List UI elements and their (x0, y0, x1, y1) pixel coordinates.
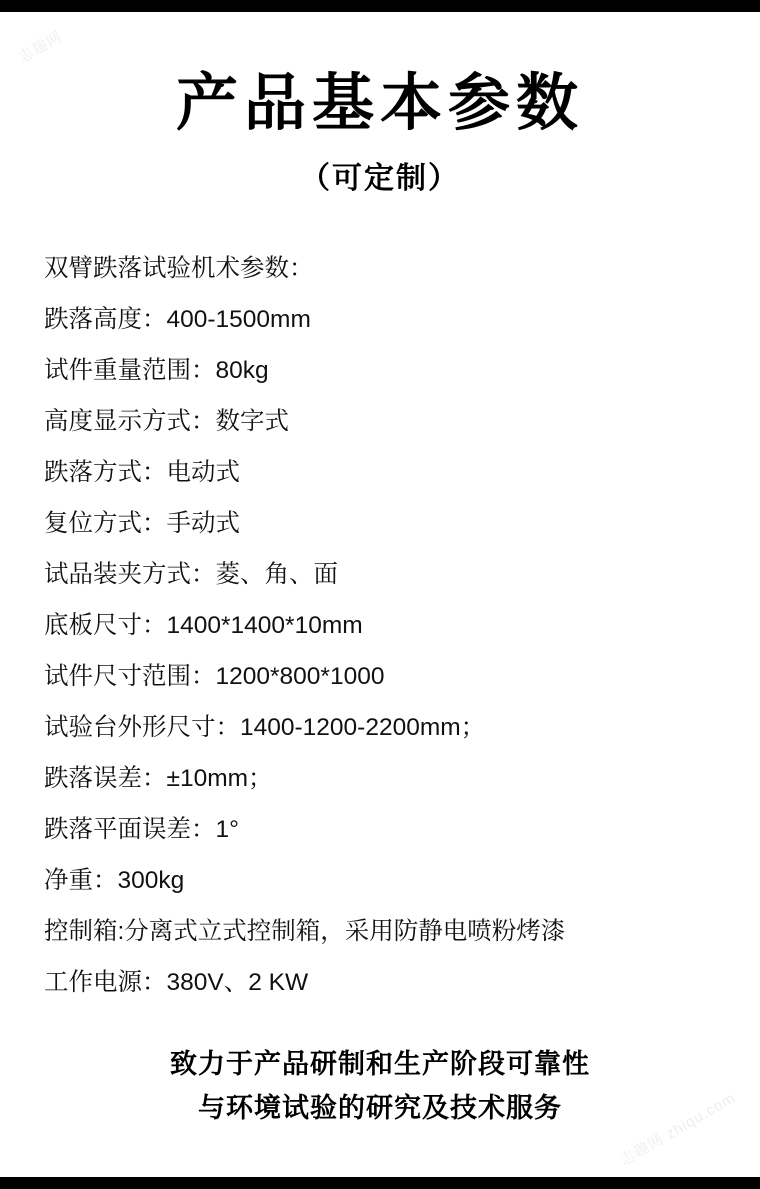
page-subtitle: （可定制） (300, 162, 460, 196)
list-item: 控制箱:分离式立式控制箱，采用防静电喷粉烤漆 (44, 918, 566, 946)
list-item: 工作电源：380V、2 KW (44, 969, 309, 997)
footer-slogan (0, 1008, 760, 1130)
top-black-bar (0, 0, 760, 12)
list-item: 试验台外形尺寸：1400-1200-2200mm； (44, 714, 486, 742)
list-item: 底板尺寸：1400*1400*10mm (44, 612, 363, 640)
list-item: 试件重量范围：80kg (44, 357, 269, 385)
list-item: 试品装夹方式：菱、角、面 (44, 561, 338, 589)
watermark-top-left: 志趣网 (15, 28, 66, 67)
spec-list (0, 197, 760, 1008)
footer-line-1: 致力于产品研制和生产阶段可靠性 (170, 1049, 590, 1080)
list-item: 双臂跌落试验机术参数： (44, 255, 314, 283)
footer-line-2: 与环境试验的研究及技术服务 (198, 1093, 562, 1124)
list-item: 净重：300kg (44, 867, 185, 895)
list-item: 跌落方式：电动式 (44, 459, 240, 487)
bottom-black-bar (0, 1177, 760, 1189)
list-item: 跌落平面误差：1° (44, 816, 239, 844)
list-item: 试件尺寸范围：1200*800*1000 (44, 663, 385, 691)
list-item: 复位方式：手动式 (44, 510, 240, 538)
page-title: 产品基本参数 (175, 69, 584, 138)
list-item: 跌落误差：±10mm； (44, 765, 273, 793)
list-item: 跌落高度：400-1500mm (44, 306, 311, 334)
list-item: 高度显示方式：数字式 (44, 408, 289, 436)
watermark-bottom-right: 志趣网 zhiqu.com (616, 1089, 739, 1170)
